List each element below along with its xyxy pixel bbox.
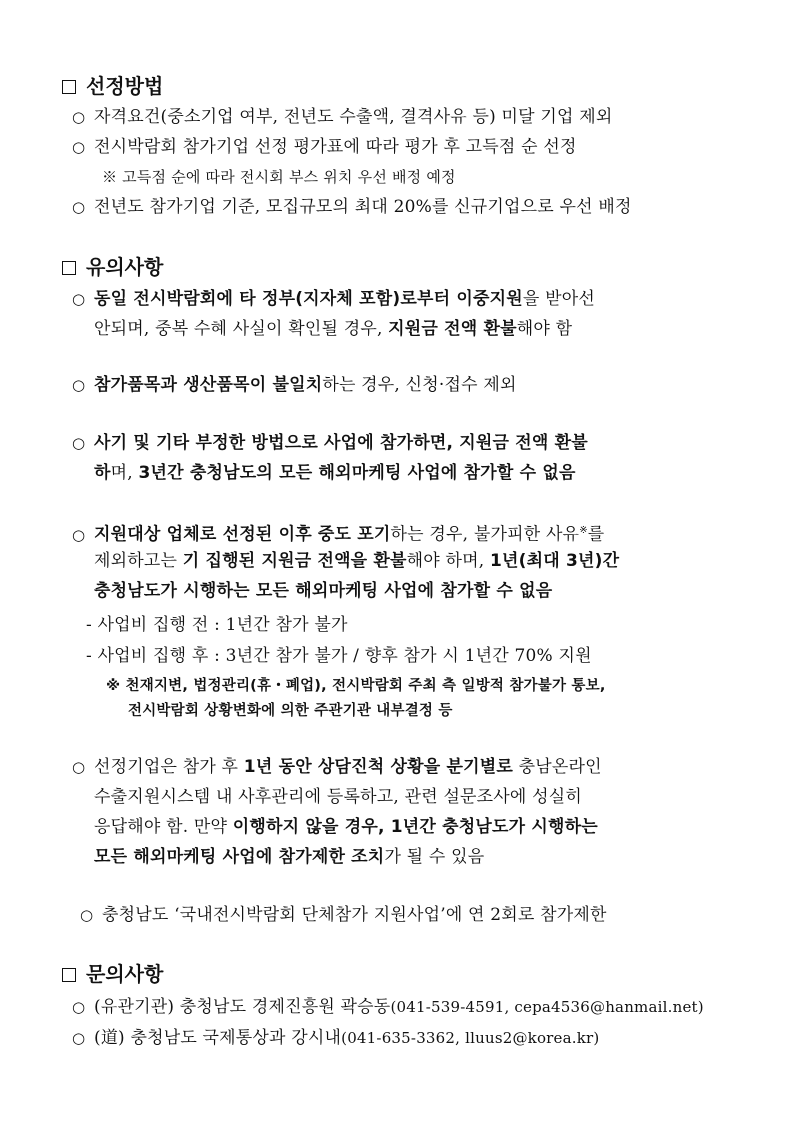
list-item: ○ 충청남도 ‘국내전시박람회 단체참가 지원사업’에 연 2회로 참가제한 [80, 905, 607, 925]
list-item: ○ 동일 전시박람회에 타 정부(지자체 포함)로부터 이중지원을 받아선 [72, 289, 595, 309]
list-item: ○ 지원대상 업체로 선정된 이후 중도 포기하는 경우, 불가피한 사유※를 [72, 524, 605, 545]
note-text: 전시박람회 상황변화에 의한 주관기관 내부결정 등 [128, 703, 453, 719]
section-heading-contact: 문의사항 [62, 962, 163, 986]
list-item: ○ 선정기업은 참가 후 1년 동안 상담진척 상황을 분기별로 충남온라인 [72, 757, 602, 777]
list-item-continuation: 하며, 3년간 충청남도의 모든 해외마케팅 사업에 참가할 수 없음 [94, 463, 576, 483]
checkbox-square-icon [62, 80, 76, 94]
list-item: ○ 전시박람회 참가기업 선정 평가표에 따라 평가 후 고득점 순 선정 [72, 137, 577, 157]
list-item-continuation: 응답해야 함. 만약 이행하지 않을 경우, 1년간 충청남도가 시행하는 [94, 817, 598, 837]
list-item-continuation: 충청남도가 시행하는 모든 해외마케팅 사업에 참가할 수 없음 [94, 581, 553, 601]
list-item: ○ 사기 및 기타 부정한 방법으로 사업에 참가하면, 지원금 전액 환불 [72, 433, 588, 453]
checkbox-square-icon [62, 968, 76, 982]
checkbox-square-icon [62, 261, 76, 275]
sub-item: - 사업비 집행 전 : 1년간 참가 불가 [86, 615, 348, 635]
list-item-continuation: 안되며, 중복 수혜 사실이 확인될 경우, 지원금 전액 환불해야 함 [94, 319, 573, 339]
note-text: ※ 고득점 순에 따라 전시회 부스 위치 우선 배정 예정 [102, 168, 456, 186]
section-heading-caution: 유의사항 [62, 255, 163, 279]
section-heading-selection: 선정방법 [62, 74, 163, 98]
list-item: ○ 전년도 참가기업 기준, 모집규모의 최대 20%를 신규기업으로 우선 배정 [72, 197, 632, 217]
list-item-continuation: 제외하고는 기 집행된 지원금 전액을 환불해야 하며, 1년(최대 3년)간 [94, 551, 620, 571]
contact-item: ○ (유관기관) 충청남도 경제진흥원 곽승동(041-539-4591, cepa4536@hanmail.net) [72, 997, 704, 1017]
list-item: ○ 자격요건(중소기업 여부, 전년도 수출액, 결격사유 등) 미달 기업 제외 [72, 107, 613, 127]
sub-item: - 사업비 집행 후 : 3년간 참가 불가 / 향후 참가 시 1년간 70% 지원 [86, 646, 592, 666]
list-item: ○ 참가품목과 생산품목이 불일치하는 경우, 신청·접수 제외 [72, 375, 517, 395]
contact-item: ○ (道) 충청남도 국제통상과 강시내(041-635-3362, lluus2@korea.kr) [72, 1028, 600, 1048]
list-item-continuation: 수출지원시스템 내 사후관리에 등록하고, 관련 설문조사에 성실히 [94, 787, 583, 807]
note-text: ※ 천재지변, 법정관리(휴・폐업), 전시박람회 주최 측 일방적 참가불가 통보, [106, 678, 606, 694]
list-item-continuation: 모든 해외마케팅 사업에 참가제한 조치가 될 수 있음 [94, 847, 485, 867]
